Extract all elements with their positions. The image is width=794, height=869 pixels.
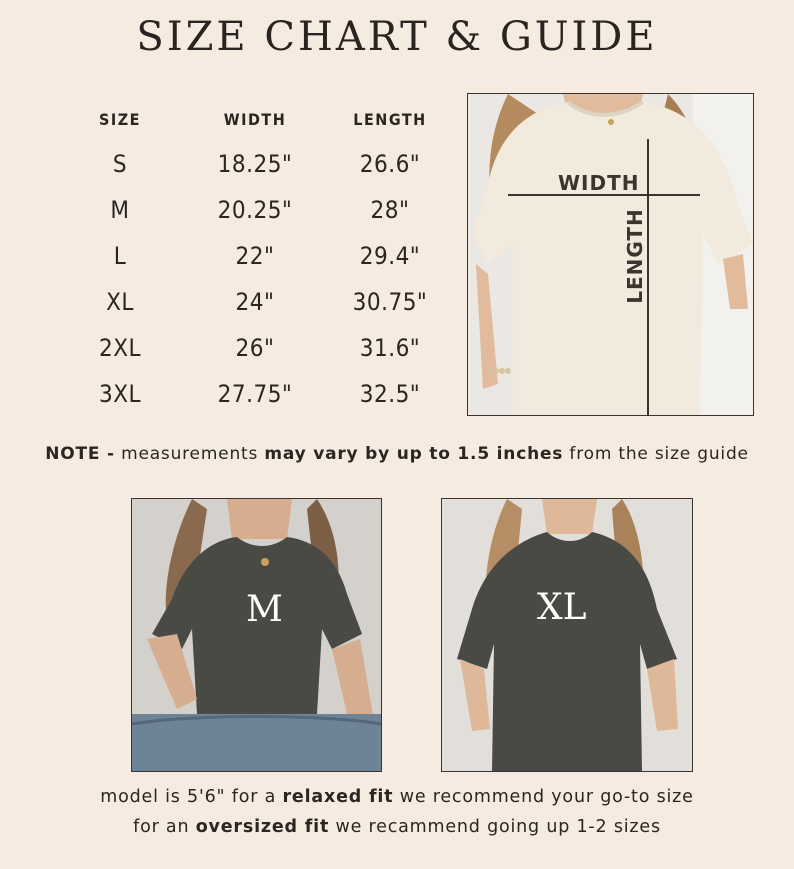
size-cell: M [110, 196, 130, 224]
size-cell: S [112, 150, 128, 178]
note-prefix: NOTE - [45, 444, 115, 464]
main-model-photo [467, 93, 754, 416]
charcoal-tshirt-m-illustration [132, 499, 381, 771]
cream-tshirt-illustration [468, 94, 753, 415]
width-cell: 20.25" [217, 196, 293, 224]
footer-text: we recammend going up 1-2 sizes [329, 817, 661, 837]
note-text-1: measurements [114, 444, 265, 464]
length-cell: 28" [370, 196, 410, 224]
footer-text: model is 5'6" for a [100, 787, 283, 807]
table-row [60, 190, 460, 236]
size-xl-overlay: XL [537, 587, 587, 628]
charcoal-tshirt-xl-illustration [442, 499, 692, 771]
table-row [60, 144, 460, 190]
size-cell: 2XL [98, 334, 142, 362]
measurement-note [0, 444, 794, 464]
width-cell: 24" [235, 288, 275, 316]
model-photo-m [131, 498, 382, 772]
length-cell: 26.6" [359, 150, 421, 178]
table-row [60, 282, 460, 328]
header-width: WIDTH [223, 110, 287, 129]
header-length: LENGTH [353, 110, 427, 129]
width-cell: 26" [235, 334, 275, 362]
footer-line-1 [0, 782, 794, 812]
fit-recommendation [0, 782, 794, 842]
width-measure-label: WIDTH [558, 171, 640, 195]
size-cell: 3XL [98, 380, 142, 408]
size-cell: L [113, 242, 127, 270]
footer-bold: oversized fit [195, 817, 330, 837]
length-cell: 30.75" [352, 288, 428, 316]
table-row [60, 328, 460, 374]
length-cell: 29.4" [359, 242, 421, 270]
note-bold: may vary by up to 1.5 inches [264, 444, 564, 464]
footer-line-2 [0, 812, 794, 842]
length-measure-label: LENGTH [623, 208, 647, 304]
page-title: SIZE CHART & GUIDE [136, 14, 658, 60]
width-cell: 27.75" [217, 380, 293, 408]
footer-bold: relaxed fit [282, 787, 394, 807]
table-row [60, 374, 460, 420]
size-cell: XL [106, 288, 134, 316]
width-cell: 18.25" [217, 150, 293, 178]
length-cell: 31.6" [359, 334, 421, 362]
header-size: SIZE [99, 110, 141, 129]
model-photo-xl [441, 498, 693, 772]
length-cell: 32.5" [359, 380, 421, 408]
size-table [60, 100, 460, 420]
size-m-overlay: M [246, 589, 283, 630]
width-cell: 22" [235, 242, 275, 270]
footer-text: we recommend your go-to size [393, 787, 694, 807]
note-text-2: from the size guide [563, 444, 749, 464]
footer-text: for an [133, 817, 196, 837]
table-row [60, 236, 460, 282]
table-header [60, 100, 460, 144]
